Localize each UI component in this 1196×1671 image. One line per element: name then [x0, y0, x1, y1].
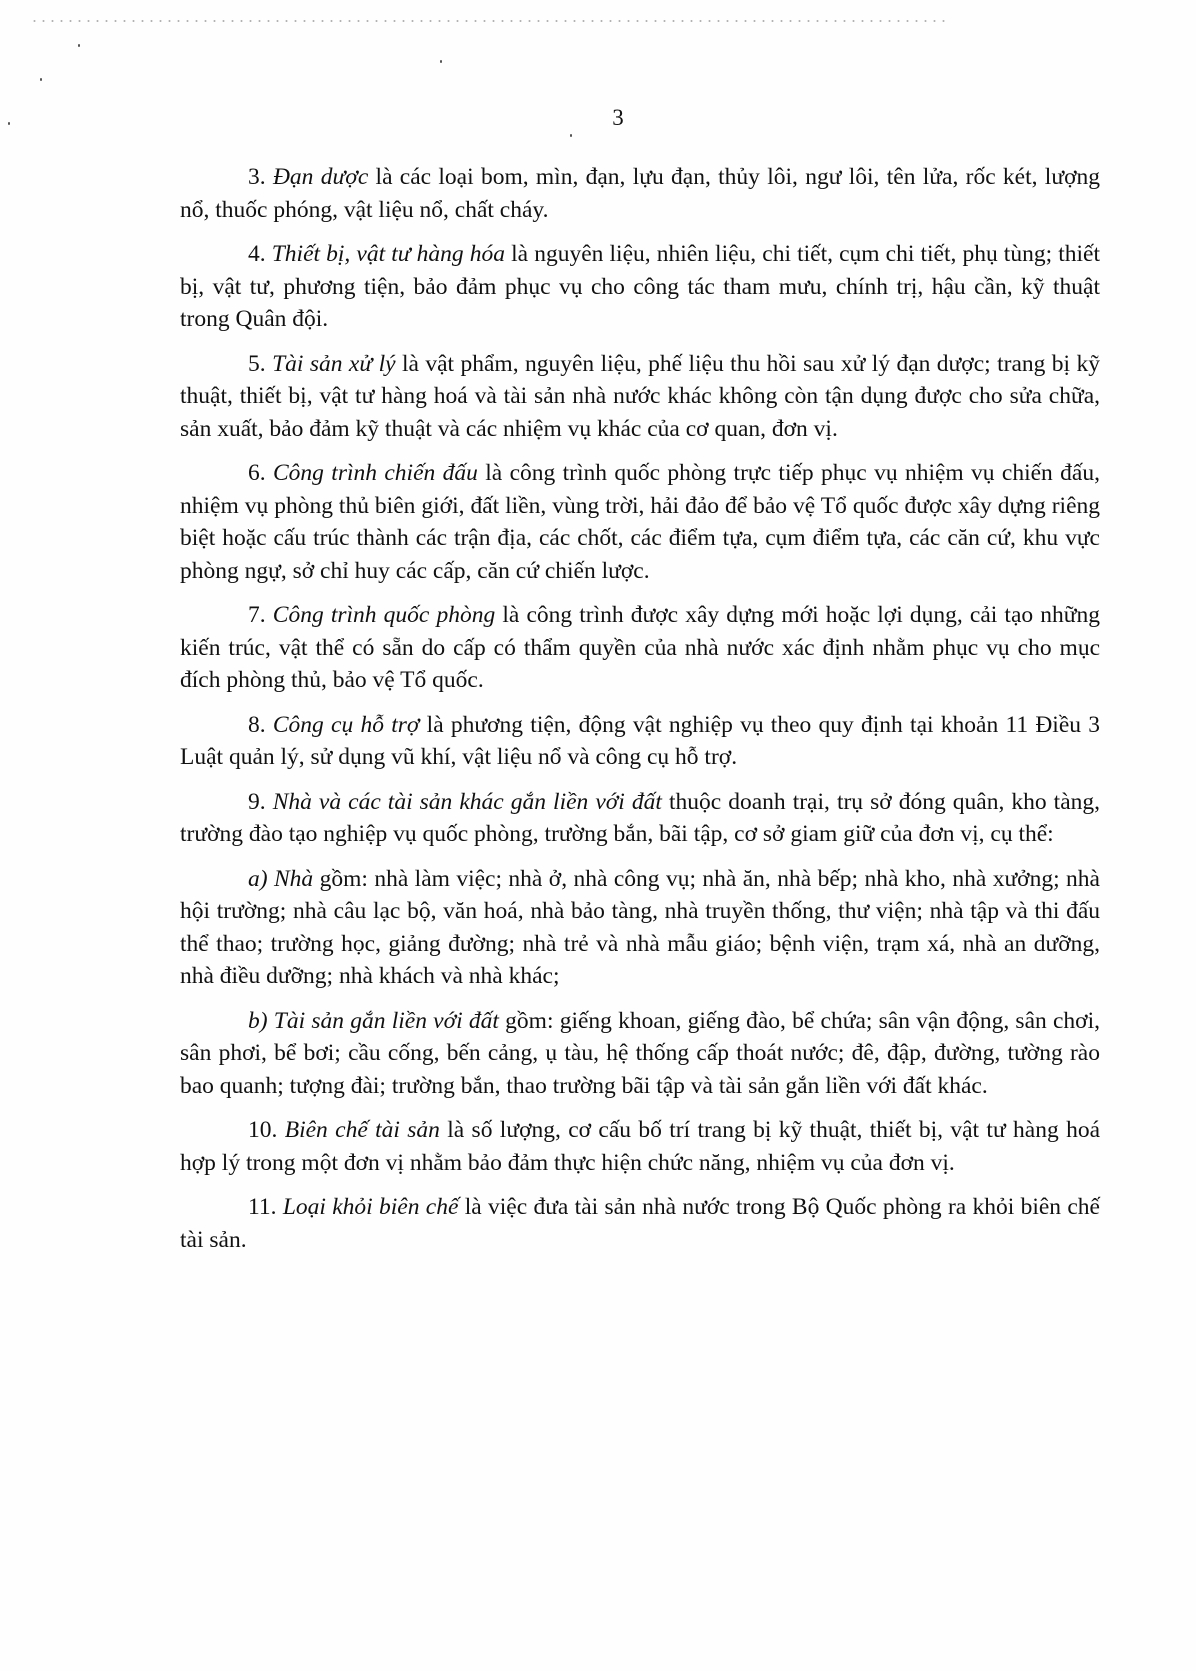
definition-paragraph-11 [180, 1191, 1100, 1256]
definition-paragraph-10 [180, 1114, 1100, 1179]
defined-term: Công cụ hỗ trợ [272, 711, 420, 738]
item-number: 8. [248, 711, 266, 738]
scan-speck [440, 60, 442, 63]
definition-paragraph-9 [180, 786, 1100, 851]
scan-speck [40, 78, 42, 81]
definition-text: gồm: giếng khoan, giếng đào, bể chứa; sân vận động, sân chơi, sân phơi, bể bơi; cầu cống, bến cảng, ụ tàu, hệ thống cấp thoát nước; đê, đập, đường, tường rào bao quanh; tượng đài; trường bắn, thao trường bãi tập và tài sản gắn liền với đất khác. [180, 1007, 1100, 1099]
item-number: 4. [248, 241, 266, 267]
definition-paragraph-4 [180, 238, 1100, 336]
definition-text: là nguyên liệu, nhiên liệu, chi tiết, cụm chi tiết, phụ tùng; thiết bị, vật tư, phương tiện, bảo đảm phục vụ cho công tác tham mưu, chính trị, hậu cần, kỹ thuật trong Quân đội. [180, 241, 1100, 332]
defined-term: Đạn dược [272, 164, 369, 190]
defined-term: Tài sản xử lý [272, 350, 396, 377]
definition-paragraph-7 [180, 599, 1100, 697]
definition-text: là số lượng, cơ cấu bố trí trang bị kỹ thuật, thiết bị, vật tư hàng hoá hợp lý trong một đơn vị nhằm bảo đảm thực hiện chức năng, nhiệm vụ của đơn vị. [180, 1117, 1100, 1176]
defined-term: Thiết bị, vật tư hàng hóa [271, 241, 506, 267]
scan-noise-top [30, 18, 950, 24]
definition-text: là công trình được xây dựng mới hoặc lợi dụng, cải tạo những kiến trúc, vật thể có sẵn do cấp có thẩm quyền của nhà nước xác định nhằm phục vụ cho mục đích phòng thủ, bảo vệ Tổ quốc. [180, 602, 1101, 693]
definition-text: gồm: nhà làm việc; nhà ở, nhà công vụ; nhà ăn, nhà bếp; nhà kho, nhà xưởng; nhà hội trường; nhà câu lạc bộ, văn hoá, nhà bảo tàng, nhà truyền thống, thư viện; nhà tập và thi đấu thể thao; trường học, giảng đường; nhà trẻ và nhà mẫu giáo; bệnh viện, trạm xá, nhà an dưỡng, nhà điều dưỡng; nhà khách và nhà khác; [180, 865, 1100, 989]
defined-term: b) Tài sản gắn liền với đất [248, 1007, 499, 1034]
document-body [180, 161, 1100, 1268]
item-number: 6. [248, 460, 266, 486]
definition-paragraph-9a [180, 863, 1100, 993]
item-number: 7. [248, 602, 266, 628]
defined-term: Công trình chiến đấu [273, 460, 478, 486]
definition-paragraph-6 [180, 457, 1100, 587]
item-number: 9. [248, 788, 266, 815]
definition-text: thuộc doanh trại, trụ sở đóng quân, kho tàng, trường đào tạo nghiệp vụ quốc phòng, trường bắn, bãi tập, cơ sở giam giữ của đơn vị, cụ thể: [180, 788, 1100, 847]
definition-text: là việc đưa tài sản nhà nước trong Bộ Quốc phòng ra khỏi biên chế tài sản. [180, 1194, 1100, 1253]
definition-paragraph-8 [180, 709, 1100, 774]
definition-text: là vật phẩm, nguyên liệu, phế liệu thu hồi sau xử lý đạn dược; trang bị kỹ thuật, thiết bị, vật tư hàng hoá và tài sản nhà nước khác không còn tận dụng được cho sửa chữa, sản xuất, bảo đảm kỹ thuật và các nhiệm vụ khác của cơ quan, đơn vị. [180, 350, 1101, 442]
defined-term: Nhà và các tài sản khác gắn liền với đất [272, 788, 662, 815]
definition-paragraph-5 [180, 348, 1100, 446]
item-number: 11. [248, 1194, 277, 1220]
definition-text: là các loại bom, mìn, đạn, lựu đạn, thủy lôi, ngư lôi, tên lửa, rốc két, lượng nổ, thuốc phóng, vật liệu nổ, chất cháy. [180, 164, 1101, 223]
scan-speck [78, 44, 80, 47]
item-number: 10. [248, 1117, 278, 1143]
defined-term: Biên chế tài sản [284, 1117, 440, 1143]
defined-term: Công trình quốc phòng [272, 602, 496, 628]
definition-paragraph-3 [180, 161, 1100, 226]
defined-term: a) Nhà [248, 865, 314, 892]
defined-term: Loại khỏi biên chế [282, 1194, 459, 1220]
definition-paragraph-9b [180, 1005, 1100, 1103]
definition-text: là phương tiện, động vật nghiệp vụ theo quy định tại khoản 11 Điều 3 Luật quản lý, sử dụng vũ khí, vật liệu nổ và công cụ hỗ trợ. [180, 711, 1100, 770]
definition-text: là công trình quốc phòng trực tiếp phục vụ nhiệm vụ chiến đấu, nhiệm vụ phòng thủ biên giới, đất liền, vùng trời, hải đảo để bảo vệ Tổ quốc được xây dựng riêng biệt hoặc cấu trúc thành các trận địa, các chốt, các điểm tựa, cụm điểm tựa, các căn cứ, khu vực phòng ngự, sở chỉ huy các cấp, căn cứ chiến lược. [180, 460, 1100, 584]
item-number: 5. [248, 350, 266, 377]
page-number: 3 [612, 105, 624, 130]
scan-speck [570, 134, 572, 137]
item-number: 3. [248, 164, 266, 190]
